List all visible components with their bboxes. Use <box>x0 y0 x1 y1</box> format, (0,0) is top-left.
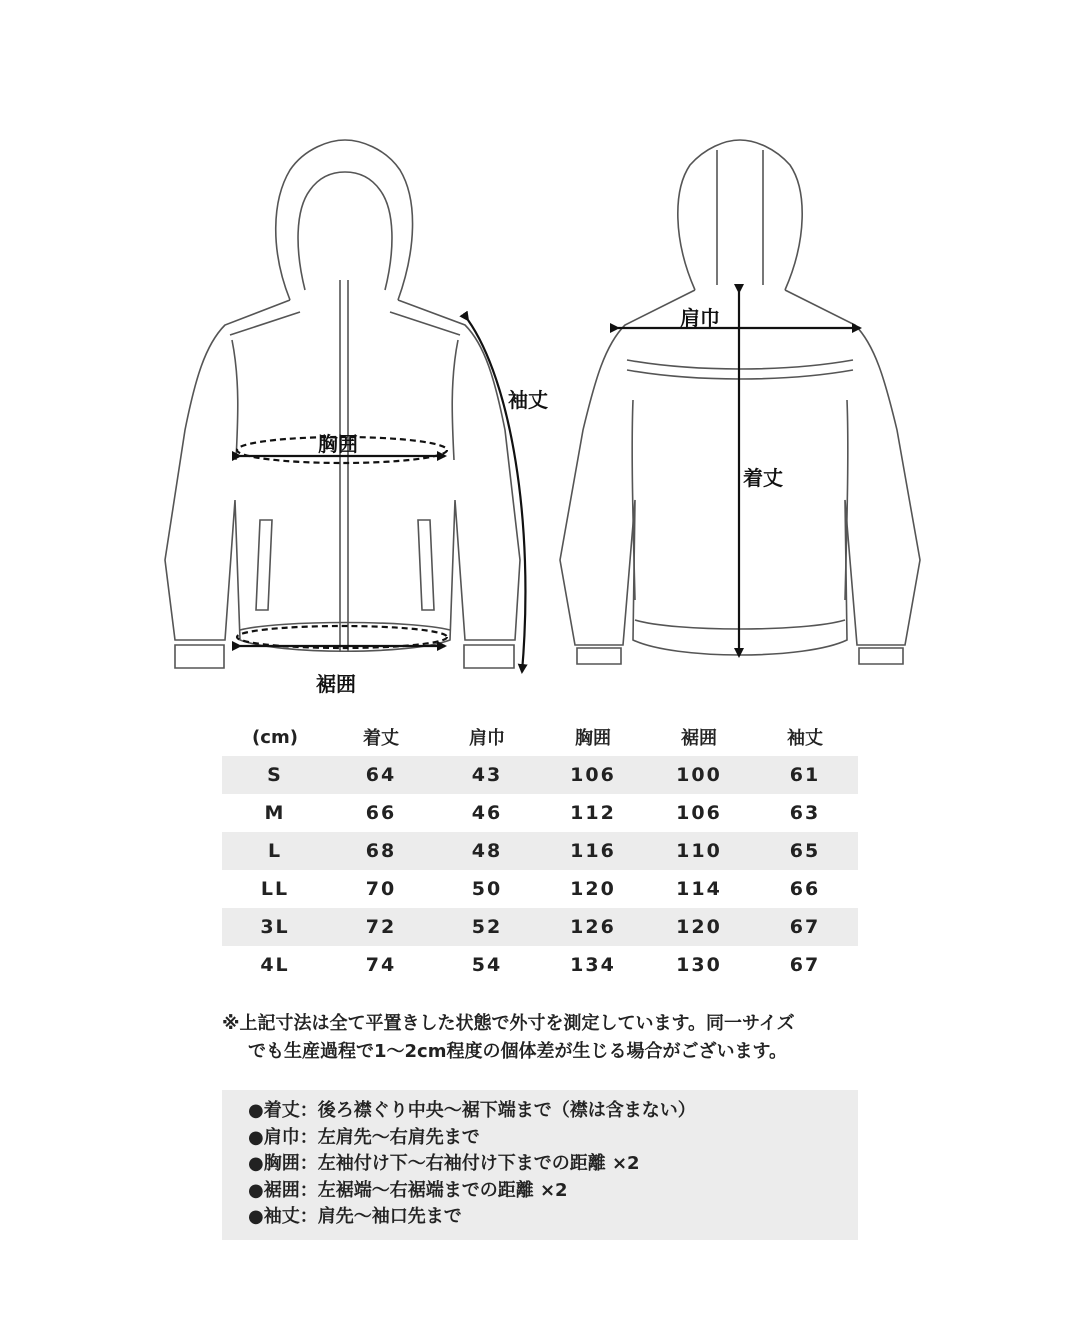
table-cell: 66 <box>789 878 821 900</box>
header-cell: 袖丈 <box>787 728 823 749</box>
definition-item: ●胸囲：左袖付け下～右袖付け下までの距離 ×2 <box>248 1153 640 1174</box>
table-cell: 126 <box>570 916 616 938</box>
table-cell: 134 <box>570 954 616 976</box>
table-row <box>222 870 858 908</box>
table-cell: 74 <box>365 954 397 976</box>
table-cell: L <box>267 840 283 862</box>
chest-label: 胸囲 <box>318 432 358 456</box>
header-cell: 裾囲 <box>681 728 717 749</box>
note-line: でも生産過程で1～2cm程度の個体差が生じる場合がございます。 <box>248 1041 788 1062</box>
table-cell: 120 <box>676 916 722 938</box>
table-cell: 65 <box>789 840 821 862</box>
definition-item: ●袖丈：肩先～袖口先まで <box>248 1206 462 1227</box>
table-row <box>222 832 858 870</box>
table-row <box>222 756 858 794</box>
size-table <box>222 718 858 984</box>
table-cell: 106 <box>676 802 722 824</box>
sleeve-label: 袖丈 <box>508 388 548 412</box>
header-cell: 胸囲 <box>575 728 611 749</box>
table-header <box>222 718 858 756</box>
header-cell: (cm) <box>252 726 298 748</box>
table-cell: 110 <box>676 840 722 862</box>
table-cell: 130 <box>676 954 722 976</box>
measurement-note <box>222 1010 862 1066</box>
table-cell: 63 <box>789 802 821 824</box>
table-cell: 61 <box>789 764 821 786</box>
definition-item: ●裾囲：左裾端～右裾端までの距離 ×2 <box>248 1179 568 1201</box>
table-cell: M <box>264 802 286 824</box>
table-cell: 4L <box>260 954 290 976</box>
table-cell: 54 <box>471 954 503 976</box>
shoulder-label: 肩巾 <box>680 306 720 330</box>
table-cell: 46 <box>471 802 503 824</box>
table-cell: 72 <box>365 916 397 938</box>
table-cell: 3L <box>260 916 290 938</box>
note-line: ※上記寸法は全て平置きした状態で外寸を測定しています。同一サイズ <box>222 1013 795 1034</box>
table-cell: 52 <box>471 916 503 938</box>
table-cell: 48 <box>471 840 503 862</box>
table-row <box>222 908 858 946</box>
table-cell: 66 <box>365 802 397 824</box>
table-cell: S <box>267 764 283 786</box>
definition-item: ●着丈：後ろ襟ぐり中央～裾下端まで（襟は含まない） <box>248 1100 696 1121</box>
table-cell: 43 <box>471 764 503 786</box>
table-row <box>222 794 858 832</box>
hem-measure <box>237 626 447 648</box>
length-label: 着丈 <box>743 466 783 490</box>
table-cell: 68 <box>365 840 397 862</box>
table-cell: LL <box>260 878 290 900</box>
table-cell: 106 <box>570 764 616 786</box>
front-view <box>165 140 520 668</box>
table-cell: 120 <box>570 878 616 900</box>
header-cell: 肩巾 <box>469 728 505 749</box>
hem-label: 裾囲 <box>316 672 356 696</box>
table-row <box>222 946 858 984</box>
header-cell: 着丈 <box>363 728 399 749</box>
table-cell: 116 <box>570 840 616 862</box>
table-cell: 67 <box>789 954 821 976</box>
table-cell: 64 <box>365 764 397 786</box>
table-cell: 50 <box>471 878 503 900</box>
table-cell: 70 <box>365 878 397 900</box>
table-cell: 100 <box>676 764 722 786</box>
definition-item: ●肩巾：左肩先～右肩先まで <box>248 1126 480 1148</box>
table-cell: 114 <box>676 878 722 900</box>
table-cell: 67 <box>789 916 821 938</box>
table-cell: 112 <box>570 802 616 824</box>
definitions-box <box>222 1090 858 1240</box>
